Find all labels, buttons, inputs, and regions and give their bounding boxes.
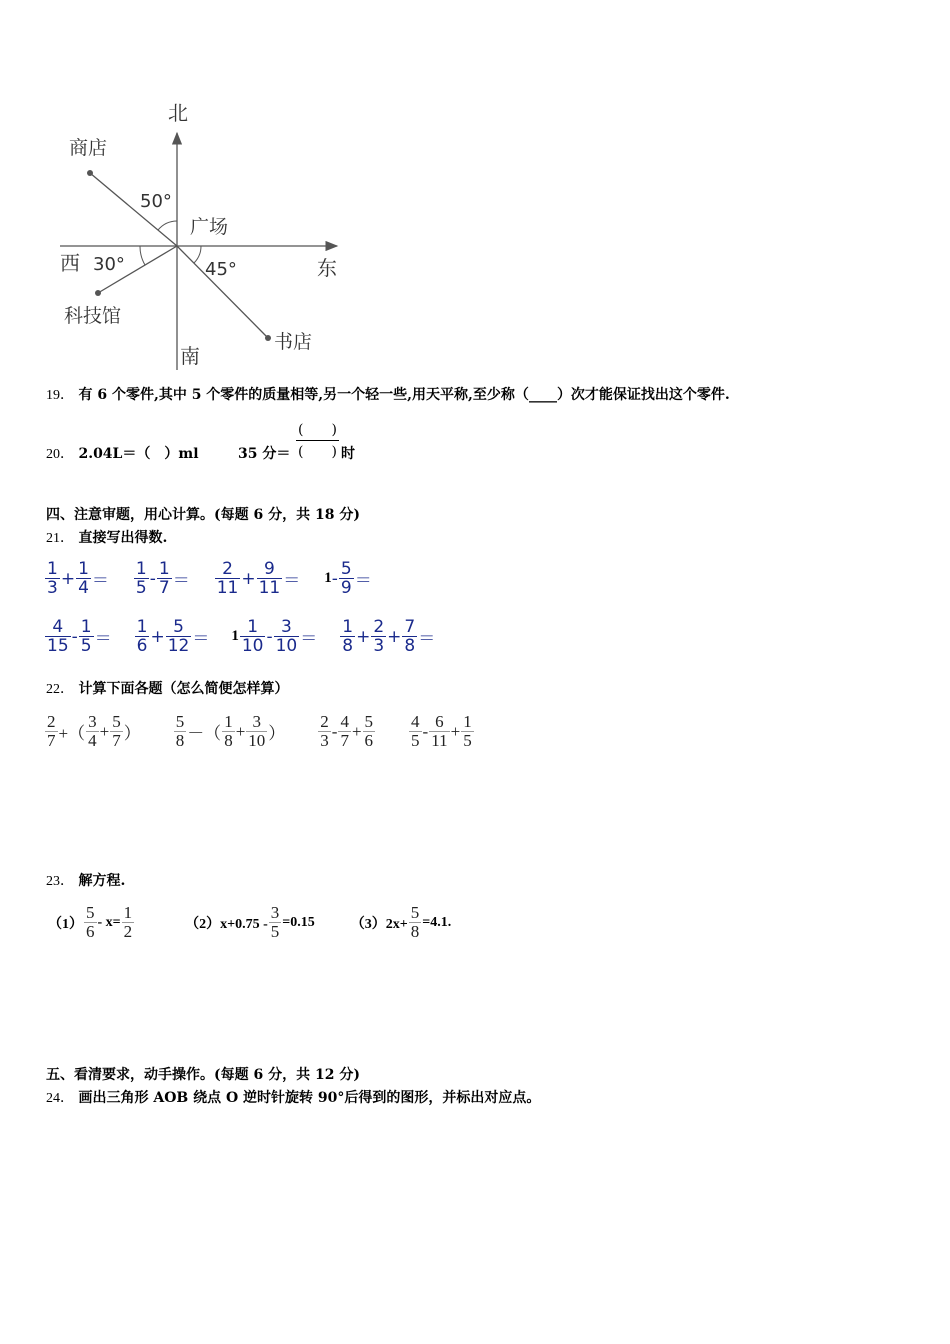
fraction [134,560,149,597]
fraction [45,713,58,750]
q22-row [44,713,507,750]
q23-number: 23． [46,874,74,889]
section-5-title: 五、看清要求，动手操作。(每题 6 分，共 12 分) [46,1067,360,1083]
q21-title: 直接写出得数. [78,530,168,546]
fraction-denominator: 11 [216,578,239,598]
operator: + [60,568,76,589]
fraction-denominator: 7 [158,578,170,598]
fraction [269,904,282,941]
fraction-denominator: 2 [123,922,133,941]
operator: - [266,626,273,647]
equation-text: - x= [97,914,121,930]
operator: - [71,626,78,647]
fraction-numerator: 3 [274,618,300,637]
fraction [215,560,241,597]
fraction-numerator: 1 [80,617,92,637]
fraction-numerator: 4 [340,712,349,731]
north-label: 北 [168,101,188,125]
q19-number: 19． [46,388,74,403]
q21-problem-5[interactable] [44,618,112,655]
fraction-denominator: 9 [340,578,352,598]
fraction [402,618,417,655]
q21-row-2 [44,618,457,655]
fraction-numerator: 2 [215,560,241,579]
operator: +（ [58,724,86,743]
fraction [157,560,172,597]
question-21 [46,529,167,548]
fraction-denominator: 8 [224,731,233,750]
angle-shop-label: 50° [140,191,172,212]
fraction [461,713,474,750]
fraction-denominator: 5 [135,578,147,598]
q21-problem-8[interactable] [339,618,435,655]
shop-point [87,170,93,176]
equals-sign: ＝ [418,629,436,649]
fraction-denominator: 5 [411,731,420,750]
q23-equation-1[interactable] [48,904,135,941]
fraction-numerator: 1 [342,617,354,637]
operator: - [331,568,338,589]
operator: ） [268,724,286,743]
fraction [340,618,355,655]
fraction [135,618,150,655]
fraction-denominator: 12 [167,636,190,656]
fraction-numerator: 2 [320,712,329,731]
q24-number: 24． [46,1091,74,1106]
fraction-numerator: 4 [411,712,420,731]
q19-blank[interactable]: ____ [528,387,557,403]
fraction-numerator: 9 [257,560,283,579]
equation-label: （1） [48,916,83,932]
fraction-numerator: 1 [123,903,133,922]
fraction-denominator: 8 [175,731,185,750]
fraction-numerator: 4 [45,618,71,637]
equals-sign: ＝ [91,571,109,591]
q21-problem-3[interactable] [214,560,301,597]
question-24 [46,1089,540,1108]
fraction [45,618,71,655]
bookstore-label: 书店 [274,331,313,353]
fraction-denominator: 10 [248,731,266,750]
fraction-denominator: 7 [47,731,56,750]
fraction-numerator: 1 [240,618,266,637]
q23-equation-2[interactable] [185,904,315,941]
arc-50 [158,221,177,230]
operator: + [99,721,110,741]
equals-sign: ＝ [300,629,318,649]
fraction [222,713,235,750]
fraction [166,618,192,655]
q21-problem-4[interactable] [324,560,371,597]
fraction [174,713,187,750]
direction-diagram [55,95,345,375]
q20-unit: 时 [341,446,355,462]
fraction [274,618,300,655]
angle-science-label: 30° [93,254,125,275]
fraction [110,713,123,750]
fraction-numerator: 5 [175,712,185,731]
fraction [371,618,386,655]
operator: －（ [187,724,222,743]
fraction-numerator: 5 [410,903,420,922]
operator: + [387,626,402,647]
q22-problem-2[interactable] [173,713,286,750]
fraction-numerator: 5 [166,618,192,637]
fraction [45,560,60,597]
fraction-denominator: 7 [340,731,349,750]
fraction-denominator: 3 [373,636,385,656]
fraction [257,560,283,597]
fraction-numerator: 5 [364,712,374,731]
fraction [338,713,351,750]
equals-sign: ＝ [172,571,190,591]
fraction-numerator: 7 [404,617,416,637]
operator: - [422,721,429,741]
operator: + [235,721,246,741]
fraction [79,618,94,655]
q20-text-b: 35 分＝ [238,446,291,462]
fraction-denominator: 5 [80,636,92,656]
fraction [339,560,354,597]
q20-frac-denominator: ( ) [298,444,337,460]
fraction-numerator: 2 [47,712,56,731]
q22-number: 22． [46,682,74,697]
angle-bookstore-label: 45° [205,259,237,280]
fraction [409,713,422,750]
arc-30 [140,246,145,265]
fraction [363,713,376,750]
fraction [76,560,91,597]
q19-text-a: 有 6 个零件,其中 5 个零件的质量相等,另一个轻一些,用天平称,至少称（ [78,387,529,403]
fraction-numerator: 1 [136,617,148,637]
q20-fraction[interactable] [296,420,339,463]
fraction-denominator: 6 [86,922,95,941]
q20-number: 20． [46,447,74,462]
fraction-denominator: 8 [342,636,354,656]
q21-problem-1[interactable] [44,560,109,597]
fraction-numerator: 1 [158,559,170,579]
fraction-denominator: 5 [463,731,472,750]
fraction [318,713,331,750]
fraction-numerator: 1 [78,559,89,579]
fraction-numerator: 2 [373,617,385,637]
equation-text: =4.1. [422,914,452,930]
operator: ） [123,724,141,743]
equation-text: =0.15 [282,914,315,930]
fraction-numerator: 1 [47,559,58,579]
section-4-title: 四、注意审题，用心计算。(每题 6 分，共 18 分) [46,507,360,523]
fraction-numerator: 5 [340,559,352,579]
q20-part-b [238,445,290,463]
fraction-numerator: 5 [112,712,121,731]
q23-title: 解方程. [78,873,126,889]
fraction [86,713,99,750]
operator: + [241,568,256,589]
q22-problem-1[interactable] [44,713,141,750]
operator: + [351,721,362,741]
question-23 [46,872,125,891]
fraction [409,904,422,941]
equals-sign: ＝ [192,629,210,649]
q20-text-a[interactable]: 2.04L＝（ ）ml [78,446,199,462]
q23-equation-3[interactable] [351,904,451,941]
fraction-denominator: 11 [258,578,281,598]
fraction-numerator: 1 [135,559,147,579]
q21-problem-2[interactable] [133,560,190,597]
question-22 [46,680,288,699]
science-label: 科技馆 [64,305,122,327]
fraction-denominator: 6 [364,731,374,750]
q20-frac-numerator: ( ) [296,420,339,441]
fraction-denominator: 6 [136,636,148,656]
fraction-denominator: 3 [47,578,58,598]
equals-sign: ＝ [94,629,112,649]
fraction-numerator: 5 [86,903,95,922]
fraction [429,713,449,750]
equation-label: （3）2x+ [350,916,408,932]
fraction-numerator: 1 [224,712,233,731]
fraction-numerator: 3 [88,712,97,731]
whole-number: 1 [324,570,332,586]
question-20 [46,445,199,464]
q21-row-1 [44,560,396,597]
fraction-denominator: 5 [270,922,280,941]
fraction-denominator: 11 [431,731,448,750]
fraction-numerator: 6 [429,713,449,732]
fraction-denominator: 10 [241,636,264,656]
fraction [240,618,266,655]
q19-text-b: ）次才能保证找出这个零件. [556,387,730,403]
equals-sign: ＝ [354,571,372,591]
fraction-denominator: 10 [275,636,298,656]
fraction-denominator: 8 [410,922,420,941]
science-point [95,290,101,296]
fraction-denominator: 4 [88,731,97,750]
q21-problem-7[interactable] [231,618,317,655]
operator: - [331,721,338,741]
fraction [122,904,135,941]
fraction-denominator: 15 [47,636,69,656]
equation-label: （2）x+0.75 - [185,916,268,932]
east-label: 东 [317,256,337,280]
fraction-numerator: 3 [270,903,280,922]
q21-number: 21． [46,531,74,546]
q22-problem-3[interactable] [317,713,376,750]
fraction-denominator: 4 [78,578,89,598]
question-19 [46,386,730,405]
q23-row [48,904,473,941]
equals-sign: ＝ [283,571,301,591]
fraction-denominator: 3 [320,731,329,750]
south-label: 南 [180,344,200,368]
west-label: 西 [60,251,80,275]
operator: - [149,568,156,589]
bookstore-point [265,335,271,341]
fraction [84,904,97,941]
whole-number: 1 [231,628,239,644]
operator: + [150,626,165,647]
fraction-denominator: 8 [404,636,416,656]
q22-problem-4[interactable] [408,713,475,750]
fraction-numerator: 3 [246,713,267,732]
shop-label: 商店 [69,137,108,159]
center-label: 广场 [190,216,229,238]
q21-problem-6[interactable] [134,618,210,655]
q22-title: 计算下面各题（怎么简便怎样算） [78,681,289,697]
q24-text: 画出三角形 AOB 绕点 O 逆时针旋转 90°后得到的图形，并标出对应点。 [78,1090,541,1106]
operator: + [450,721,461,741]
operator: + [356,626,371,647]
fraction [246,713,267,750]
fraction-numerator: 1 [463,712,472,731]
arc-45 [194,246,201,263]
fraction-denominator: 7 [112,731,121,750]
